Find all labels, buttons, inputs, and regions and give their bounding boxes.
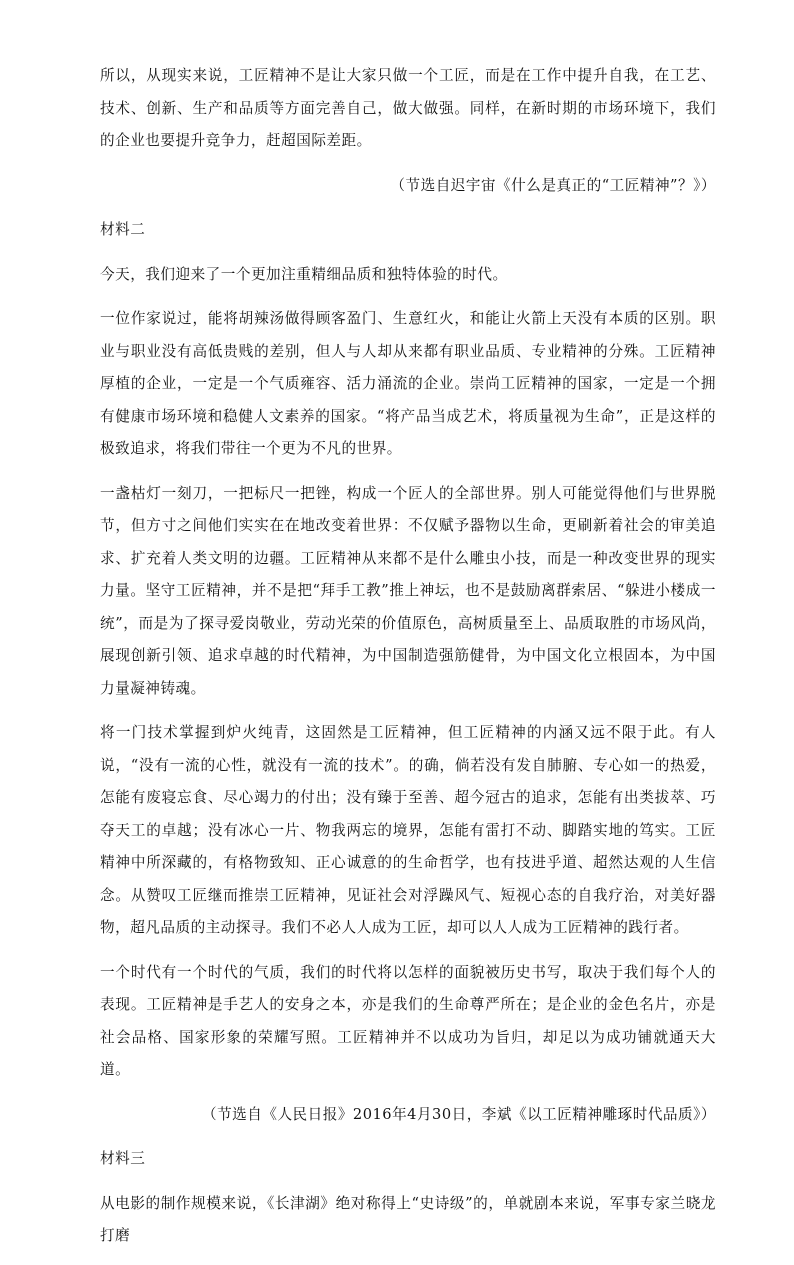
citation: （节选自《人民日报》2016年4月30日，李斌《以工匠精神雕琢时代品质》） — [201, 1105, 716, 1123]
section-heading: 材料二 — [100, 221, 146, 238]
paragraph: 所以，从现实来说，工匠精神不是让大家只做一个工匠，而是在工作中提升自我，在工艺、技术、创新、生产和品质等方面完善自己，做大做强。同样，在新时期的市场环境下，我们的企业也要提升竞争力，赶超国际差距。 — [100, 67, 716, 149]
document-body — [100, 60, 716, 1265]
paragraph: 一位作家说过，能将胡辣汤做得顾客盈门、生意红火，和能让火箭上天没有本质的区别。职业与职业没有高低贵贱的差别，但人与人却从来都有职业品质、专业精神的分殊。工匠精神厚植的企业，一定是一个气质雍容、活力涌流的企业。崇尚工匠精神的国家，一定是一个拥有健康市场环境和稳健人文素养的国家。“将产品当成艺术，将质量视为生命”，正是这样的极致追求，将我们带往一个更为不凡的世界。 — [100, 310, 716, 457]
citation: （节选自迟宇宙《什么是真正的“工匠精神”？》） — [390, 176, 716, 194]
paragraph: 一个时代有一个时代的气质，我们的时代将以怎样的面貌被历史书写，取决于我们每个人的表现。工匠精神是手艺人的安身之本，亦是我们的生命尊严所在；是企业的金色名片，亦是社会品格、国家形象的荣耀写照。工匠精神并不以成功为旨归，却足以为成功铺就通天大道。 — [100, 963, 716, 1078]
paragraph: 今天，我们迎来了一个更加注重精细品质和独特体验的时代。 — [100, 265, 508, 283]
paragraph: 从电影的制作规模来说，《长津湖》绝对称得上“史诗级”的，单就剧本来说，军事专家兰晓龙打磨 — [100, 1194, 716, 1244]
section-heading: 材料三 — [100, 1150, 146, 1167]
paragraph: 将一门技术掌握到炉火纯青，这固然是工匠精神，但工匠精神的内涵又远不限于此。有人说，“没有一流的心性，就没有一流的技术”。的确，倘若没有发自肺腑、专心如一的热爱，怎能有废寝忘食、尽心竭力的付出；没有臻于至善、超今冠古的追求，怎能有出类拔萃、巧夺天工的卓越；没有冰心一片、物我两忘的境界，怎能有雷打不动、脚踏实地的笃实。工匠精神中所深藏的，有格物致知、正心诚意的的生命哲学，也有技进乎道、超然达观的人生信念。从赞叹工匠继而推崇工匠精神，见证社会对浮躁风气、短视心态的自我疗治，对美好器物，超凡品质的主动探寻。我们不必人人成为工匠，却可以人人成为工匠精神的践行者。 — [100, 724, 716, 936]
paragraph: 一盏枯灯一刻刀，一把标尺一把锉，构成一个匠人的全部世界。别人可能觉得他们与世界脱节，但方寸之间他们实实在在地改变着世界：不仅赋予器物以生命，更刷新着社会的审美追求、扩充着人类文明的边疆。工匠精神从来都不是什么雕虫小技，而是一种改变世界的现实力量。坚守工匠精神，并不是把“拜手工教”推上神坛，也不是鼓励离群索居、“躲进小楼成一统”，而是为了探寻爱岗敬业，劳动光荣的价值原色，高树质量至上、品质取胜的市场风尚，展现创新引领、追求卓越的时代精神，为中国制造强筋健骨，为中国文化立根固本，为中国力量凝神铸魂。 — [100, 484, 716, 697]
